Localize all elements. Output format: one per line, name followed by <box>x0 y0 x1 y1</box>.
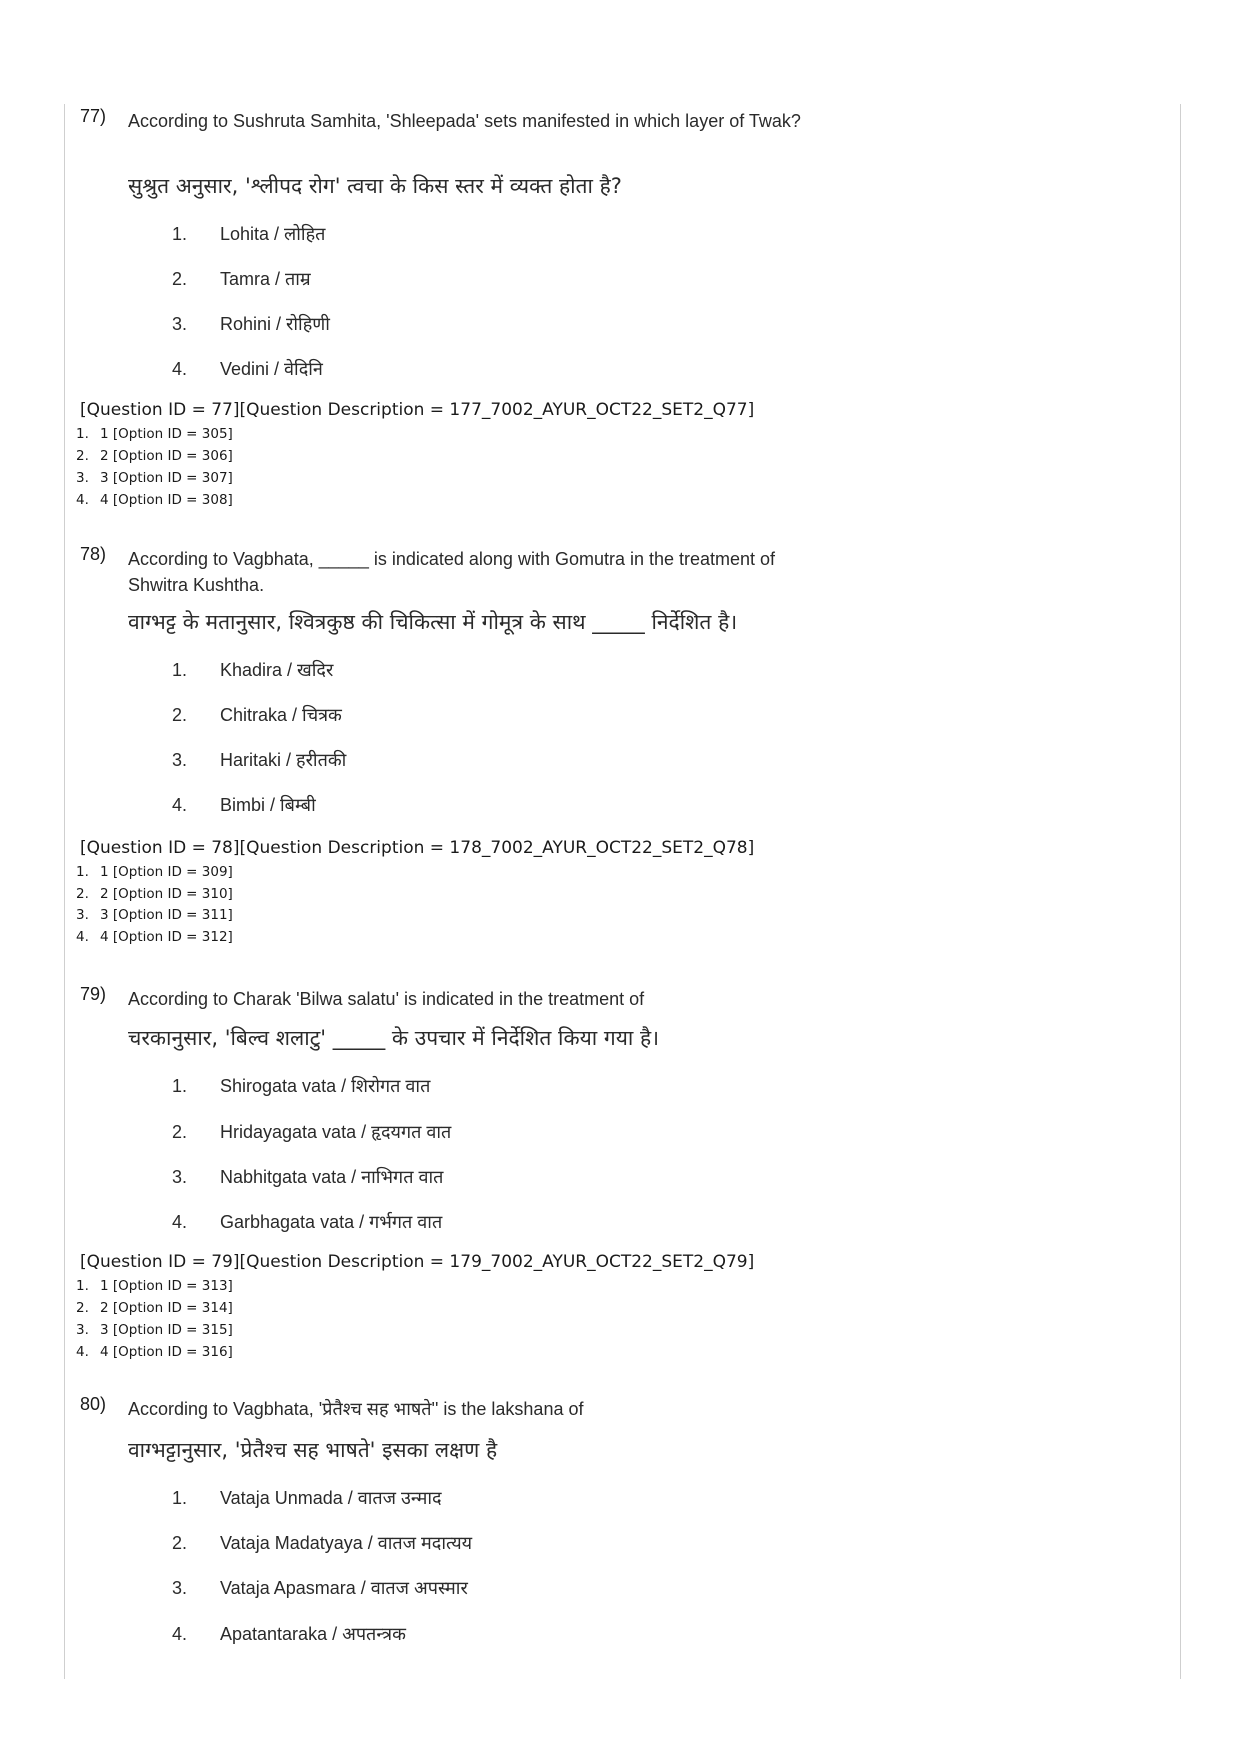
option-1: 1. Lohita / लोहित <box>172 224 326 244</box>
question-meta: [Question ID = 78][Question Description = 178_7002_AYUR_OCT22_SET2_Q78] <box>80 838 755 858</box>
question-number: 78) <box>80 544 107 564</box>
question-text-english: According to Vagbhata, _____ is indicated along with Gomutra in the treatment of Shwitra Kushtha. <box>128 549 776 595</box>
option-2: 2. Vataja Madatyaya / वातज मदात्यय <box>172 1533 473 1553</box>
option-3: 3. Vataja Apasmara / वातज अपस्मार <box>172 1578 468 1598</box>
option-2: 2. Chitraka / चित्रक <box>172 705 342 725</box>
question-text-english: According to Sushruta Samhita, 'Shleepada' sets manifested in which layer of Twak? <box>128 111 801 131</box>
question-number: 79) <box>80 984 107 1004</box>
question-text-english: According to Vagbhata, 'प्रेतैश्च सह भाषते'' is the lakshana of <box>128 1399 584 1419</box>
left-margin-rule <box>64 104 65 1679</box>
option-3: 3. Rohini / रोहिणी <box>172 314 330 334</box>
option-2: 2. Hridayagata vata / हृदयगत वात <box>172 1122 452 1142</box>
option-id-1: 1. 1 [Option ID = 305] <box>76 426 233 442</box>
option-1: 1. Vataja Unmada / वातज उन्माद <box>172 1488 442 1508</box>
right-margin-rule <box>1180 104 1181 1679</box>
option-id-3: 3. 3 [Option ID = 315] <box>76 1322 233 1338</box>
option-1: 1. Shirogata vata / शिरोगत वात <box>172 1076 431 1096</box>
option-id-3: 3. 3 [Option ID = 307] <box>76 470 233 486</box>
option-id-4: 4. 4 [Option ID = 316] <box>76 1344 233 1360</box>
option-id-2: 2. 2 [Option ID = 306] <box>76 448 233 464</box>
option-id-1: 1. 1 [Option ID = 309] <box>76 864 233 880</box>
question-number: 77) <box>80 106 107 126</box>
question-meta: [Question ID = 77][Question Description = 177_7002_AYUR_OCT22_SET2_Q77] <box>80 400 755 420</box>
option-id-2: 2. 2 [Option ID = 314] <box>76 1300 233 1316</box>
question-text-hindi: वाग्भट्ट के मतानुसार, श्वित्रकुष्ठ की चिकित्सा में गोमूत्र के साथ _____ निर्देशित है। <box>128 610 738 634</box>
option-id-4: 4. 4 [Option ID = 308] <box>76 492 233 508</box>
question-text-hindi: सुश्रुत अनुसार, 'श्लीपद रोग' त्वचा के किस स्तर में व्यक्त होता है? <box>128 174 622 198</box>
option-id-4: 4. 4 [Option ID = 312] <box>76 929 233 945</box>
option-id-3: 3. 3 [Option ID = 311] <box>76 907 233 923</box>
option-4: 4. Bimbi / बिम्बी <box>172 795 316 815</box>
question-text-hindi: वाग्भट्टानुसार, 'प्रेतैश्च सह भाषते' इसका लक्षण है <box>128 1438 498 1462</box>
option-4: 4. Garbhagata vata / गर्भगत वात <box>172 1212 443 1232</box>
option-3: 3. Nabhitgata vata / नाभिगत वात <box>172 1167 444 1187</box>
question-text-english: According to Charak 'Bilwa salatu' is indicated in the treatment of <box>128 989 645 1009</box>
option-id-2: 2. 2 [Option ID = 310] <box>76 886 233 902</box>
option-4: 4. Vedini / वेदिनि <box>172 359 323 379</box>
option-id-1: 1. 1 [Option ID = 313] <box>76 1278 233 1294</box>
option-3: 3. Haritaki / हरीतकी <box>172 750 347 770</box>
option-2: 2. Tamra / ताम्र <box>172 269 311 289</box>
question-meta: [Question ID = 79][Question Description = 179_7002_AYUR_OCT22_SET2_Q79] <box>80 1252 755 1272</box>
question-text-hindi: चरकानुसार, 'बिल्व शलाटु' _____ के उपचार में निर्देशित किया गया है। <box>128 1026 660 1050</box>
question-number: 80) <box>80 1394 107 1414</box>
option-1: 1. Khadira / खदिर <box>172 660 334 680</box>
option-4: 4. Apatantaraka / अपतन्त्रक <box>172 1624 406 1644</box>
